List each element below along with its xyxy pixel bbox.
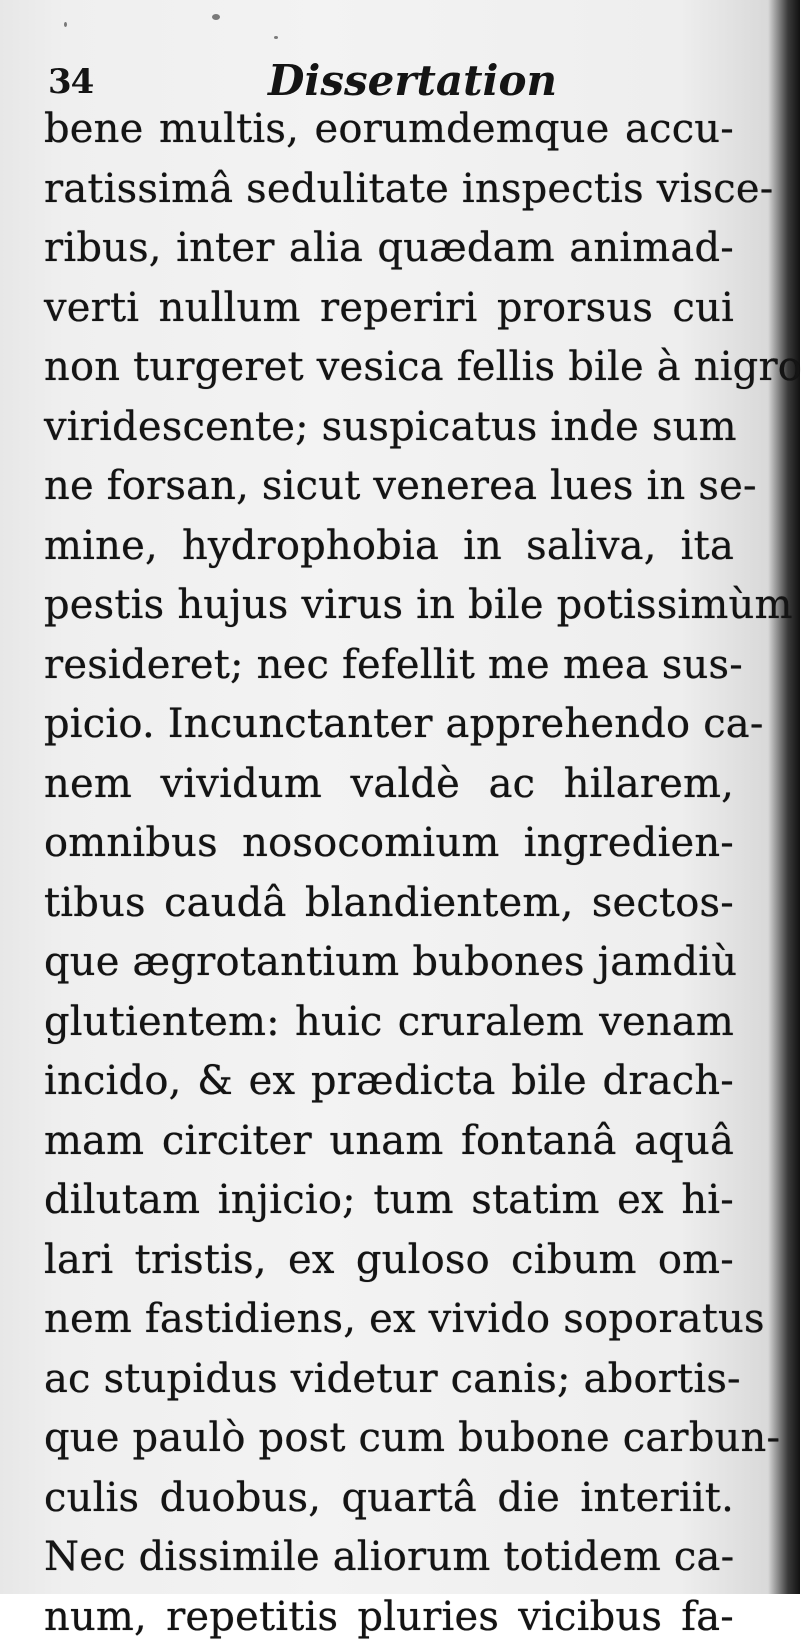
- ink-speck: [274, 36, 278, 39]
- text-line: tibus caudâ blandientem, sectos-: [44, 874, 734, 934]
- ink-speck: [64, 22, 67, 27]
- text-line: nem fastidiens, ex vivido soporatus: [44, 1290, 734, 1350]
- running-title: Dissertation: [268, 56, 557, 105]
- text-line: omnibus nosocomium ingredien-: [44, 814, 734, 874]
- text-line: ac stupidus videtur canis; abortis-: [44, 1350, 734, 1410]
- text-line: culis duobus, quartâ die interiit.: [44, 1469, 734, 1529]
- text-line: dilutam injicio; tum statim ex hi-: [44, 1171, 734, 1231]
- text-line: pestis hujus virus in bile potissimùm: [44, 576, 734, 636]
- body-text: [44, 100, 734, 1647]
- text-line: mam circiter unam fontanâ aquâ: [44, 1112, 734, 1172]
- text-line: verti nullum reperiri prorsus cui: [44, 279, 734, 339]
- text-line: ribus, inter alia quædam animad-: [44, 219, 734, 279]
- text-line: viridescente; suspicatus inde sum: [44, 398, 734, 458]
- text-line: que paulò post cum bubone carbun-: [44, 1409, 734, 1469]
- text-line: nem vividum valdè ac hilarem,: [44, 755, 734, 815]
- text-line: ratissimâ sedulitate inspectis visce-: [44, 160, 734, 220]
- text-line: ne forsan, sicut venerea lues in se-: [44, 457, 734, 517]
- text-line: Nec dissimile aliorum totidem ca-: [44, 1528, 734, 1588]
- text-line: glutientem: huic cruralem venam: [44, 993, 734, 1053]
- text-line: bene multis, eorumdemque accu-: [44, 100, 734, 160]
- ink-speck: [212, 14, 220, 20]
- text-line: incido, & ex prædicta bile drach-: [44, 1052, 734, 1112]
- text-line: non turgeret vesica fellis bile à nigro: [44, 338, 734, 398]
- text-line: que ægrotantium bubones jamdiù: [44, 933, 734, 993]
- text-line: picio. Incunctanter apprehendo ca-: [44, 695, 734, 755]
- text-line: lari tristis, ex guloso cibum om-: [44, 1231, 734, 1291]
- page-number: 34: [48, 62, 93, 102]
- text-line: resideret; nec fefellit me mea sus-: [44, 636, 734, 696]
- text-line: num, repetitis pluries vicibus fa-: [44, 1588, 734, 1647]
- text-line: mine, hydrophobia in saliva, ita: [44, 517, 734, 577]
